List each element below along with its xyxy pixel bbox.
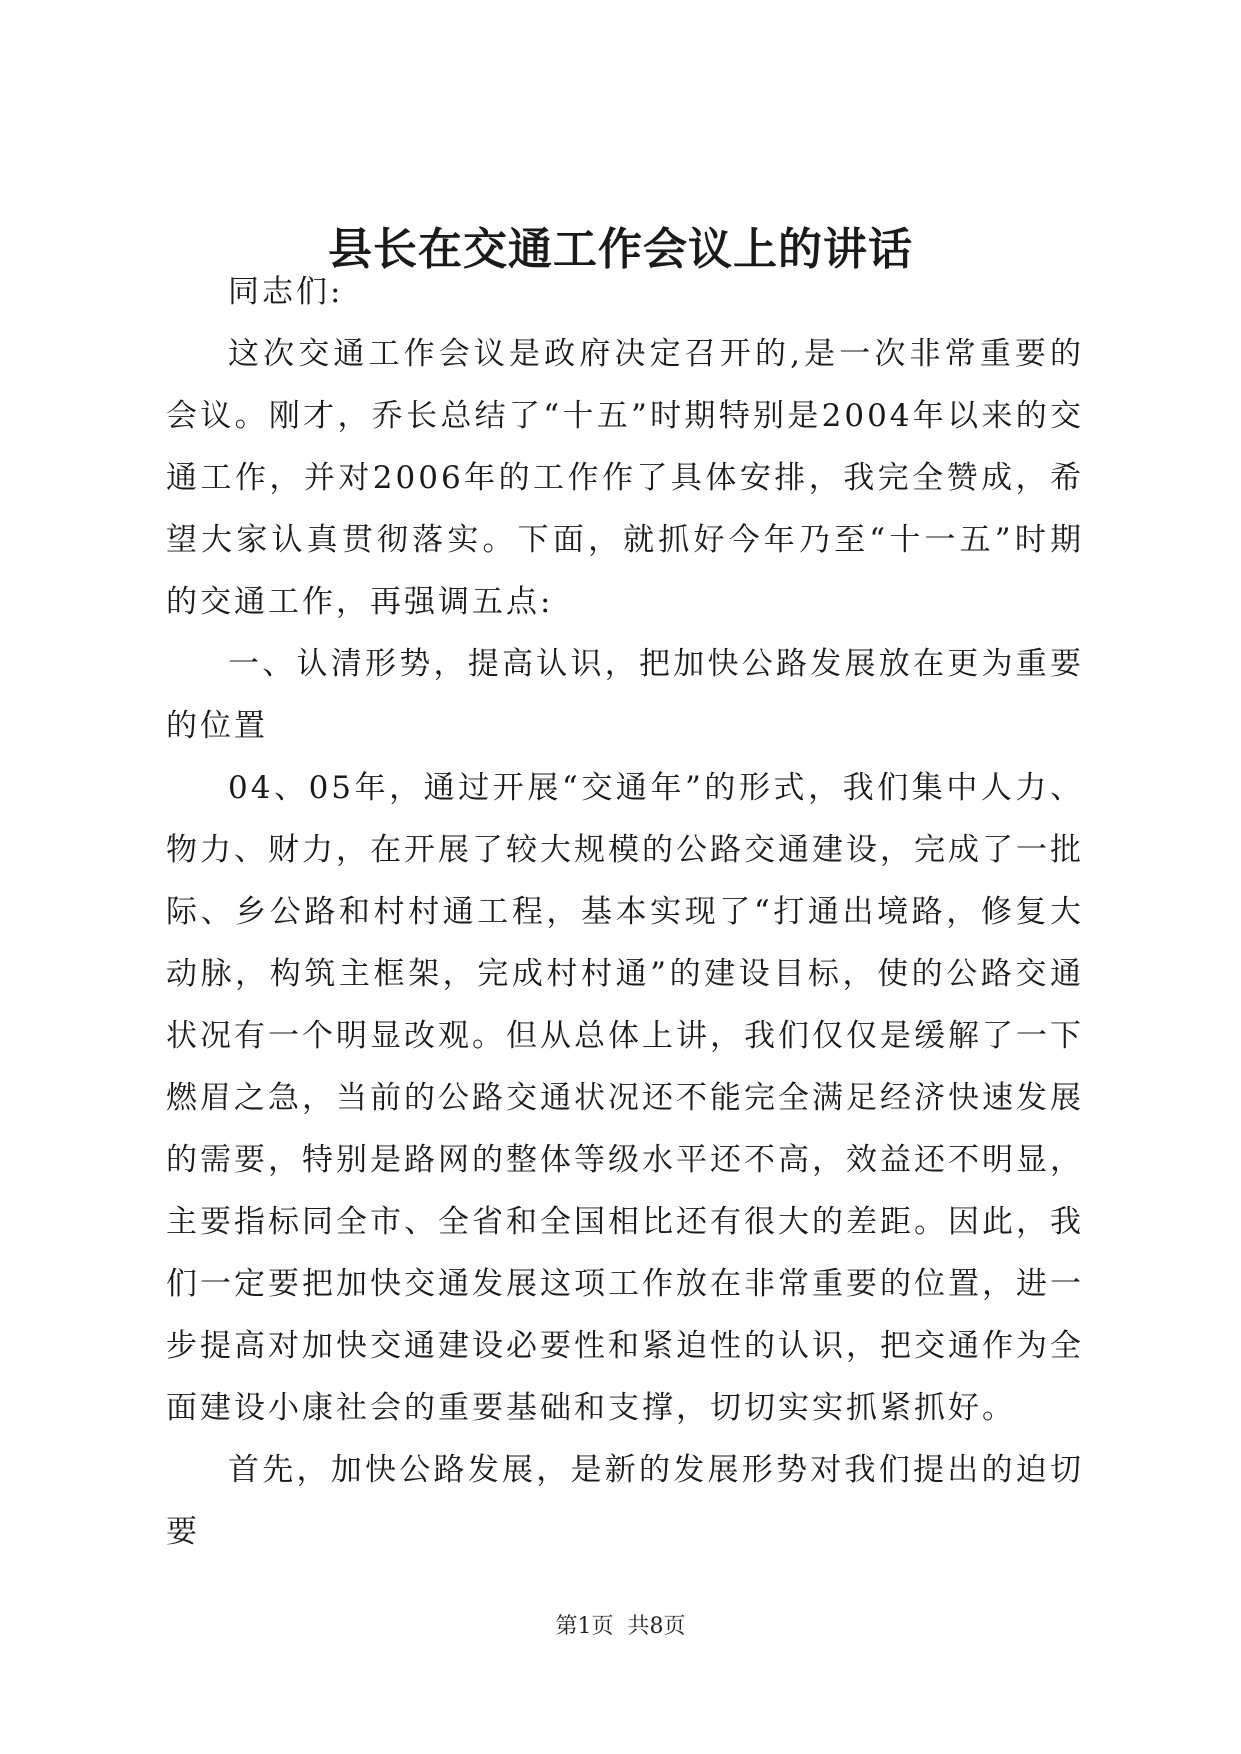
salutation-paragraph: 同志们: <box>228 274 344 310</box>
section-heading-1: 一、认清形势，提高认识，把加快公路发展放在更为重要的位置 <box>166 646 1084 744</box>
page-footer <box>0 1612 1241 1642</box>
body-paragraph: 首先，加快公路发展，是新的发展形势对我们提出的迫切要 <box>166 1452 1084 1550</box>
body-paragraph: 04、05年，通过开展“交通年”的形式，我们集中人力、物力、财力，在开展了较大规模的公路交通建设，完成了一批际、乡公路和村村通工程，基本实现了“打通出境路，修复大动脉，构筑主框架，完成村村通”的建设目标，使的公路交通状况有一个明显改观。但从总体上讲，我们仅仅是缓解了一下燃眉之急，当前的公路交通状况还不能完全满足经济快速发展的需要，特别是路网的整体等级水平还不高，效益还不明显，主要指标同全市、全省和全国相比还有很大的差距。因此，我们一定要把加快交通发展这项工作放在非常重要的位置，进一步提高对加快交通建设必要性和紧迫性的认识，把交通作为全面建设小康社会的重要基础和支撑，切切实实抓紧抓好。 <box>166 770 1084 1426</box>
document-body <box>166 261 1084 1563</box>
intro-paragraph: 这次交通工作会议是政府决定召开的,是一次非常重要的会议。刚才，乔长总结了“十五”时期特别是2004年以来的交通工作，并对2006年的工作作了具体安排，我完全赞成，希望大家认真贯彻落实。下面，就抓好今年乃至“十一五”时期的交通工作，再强调五点: <box>166 336 1084 620</box>
document-title: 县长在交通工作会议上的讲话 <box>328 224 913 275</box>
page-total: 共8页 <box>627 1614 686 1639</box>
page-number: 第1页 <box>555 1614 614 1639</box>
